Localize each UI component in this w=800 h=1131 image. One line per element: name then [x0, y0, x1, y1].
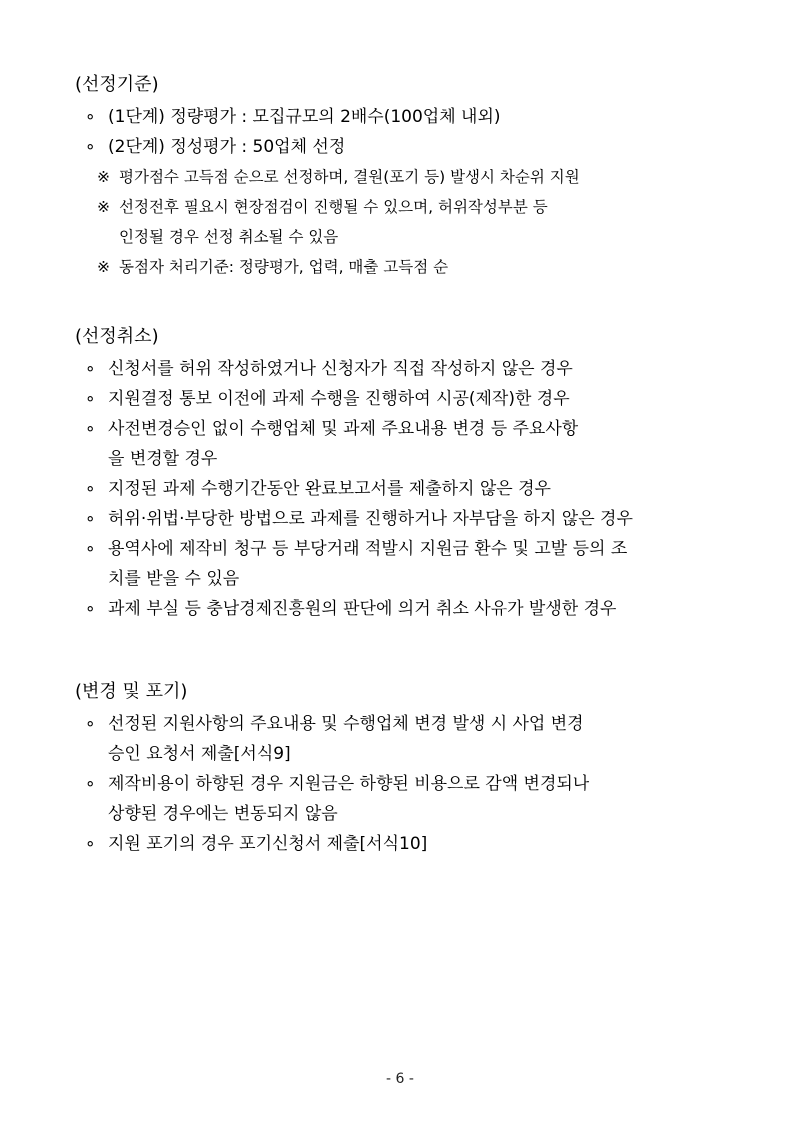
bullet: ∘	[85, 389, 96, 409]
list-item-text: 지원 포기의 경우 포기신청서 제출[서식10]	[108, 834, 428, 854]
list-item	[75, 384, 735, 414]
bullet: ∘	[85, 107, 96, 127]
list-item-text-continued: 치를 받을 수 있음	[108, 569, 240, 589]
bullet: ∘	[85, 714, 96, 734]
note-text: 선정전후 필요시 현장점검이 진행될 수 있으며, 허위작성부분 등	[119, 198, 548, 216]
note-text: 평가점수 고득점 순으로 선정하며, 결원(포기 등) 발생시 차순위 지원	[119, 168, 580, 186]
section-heading: (변경 및 포기)	[75, 681, 188, 702]
list-item-text: 지정된 과제 수행기간동안 완료보고서를 제출하지 않은 경우	[108, 479, 551, 499]
note-item	[75, 192, 735, 252]
bullet: ∘	[85, 599, 96, 619]
list-item-text-continued: 상향된 경우에는 변동되지 않음	[108, 804, 338, 824]
list-item	[75, 709, 735, 769]
list-item-text: 사전변경승인 없이 수행업체 및 과제 주요내용 변경 등 주요사항	[108, 419, 579, 439]
bullet: ∘	[85, 479, 96, 499]
list-item-text: 지원결정 통보 이전에 과제 수행을 진행하여 시공(제작)한 경우	[108, 389, 570, 409]
bullet: ∘	[85, 359, 96, 379]
note-item	[75, 252, 735, 282]
list-item	[75, 414, 735, 474]
selection-criteria-section	[75, 70, 735, 282]
list-item-text: 허위·위법·부당한 방법으로 과제를 진행하거나 자부담을 하지 않은 경우	[108, 509, 633, 529]
note-text-continued: 인정될 경우 선정 취소될 수 있음	[119, 228, 339, 246]
list-item-text: 용역사에 제작비 청구 등 부당거래 적발시 지원금 환수 및 고발 등의 조	[108, 539, 628, 559]
bullet: ∘	[85, 539, 96, 559]
page-number: - 6 -	[386, 1071, 414, 1087]
bullet: ∘	[85, 774, 96, 794]
list-item-text: (1단계) 정량평가 : 모집규모의 2배수(100업체 내외)	[108, 107, 501, 127]
list-item	[75, 504, 735, 534]
bullet: ∘	[85, 137, 96, 157]
list-item	[75, 102, 735, 132]
list-item	[75, 829, 735, 859]
note-item	[75, 162, 735, 192]
list-item-text: 제작비용이 하향된 경우 지원금은 하향된 비용으로 감액 변경되나	[108, 774, 590, 794]
bullet: ∘	[85, 419, 96, 439]
change-and-withdrawal-section	[75, 677, 735, 859]
list-item-text-continued: 을 변경할 경우	[108, 449, 218, 469]
list-item	[75, 534, 735, 594]
reference-mark: ※	[97, 168, 110, 186]
list-item-text: (2단계) 정성평가 : 50업체 선정	[108, 137, 346, 157]
list-item	[75, 354, 735, 384]
list-item	[75, 769, 735, 829]
list-item-text: 과제 부실 등 충남경제진흥원의 판단에 의거 취소 사유가 발생한 경우	[108, 599, 617, 619]
reference-mark: ※	[97, 258, 110, 276]
bullet: ∘	[85, 834, 96, 854]
note-text: 동점자 처리기준: 정량평가, 업력, 매출 고득점 순	[119, 258, 449, 276]
list-item	[75, 132, 735, 162]
section-heading: (선정기준)	[75, 74, 159, 95]
list-item	[75, 474, 735, 504]
selection-cancellation-section	[75, 322, 735, 624]
list-item	[75, 594, 735, 624]
list-item-text: 선정된 지원사항의 주요내용 및 수행업체 변경 발생 시 사업 변경	[108, 714, 584, 734]
list-item-text: 신청서를 허위 작성하였거나 신청자가 직접 작성하지 않은 경우	[108, 359, 573, 379]
list-item-text-continued: 승인 요청서 제출[서식9]	[108, 744, 291, 764]
reference-mark: ※	[97, 198, 110, 216]
section-heading: (선정취소)	[75, 326, 159, 347]
bullet: ∘	[85, 509, 96, 529]
